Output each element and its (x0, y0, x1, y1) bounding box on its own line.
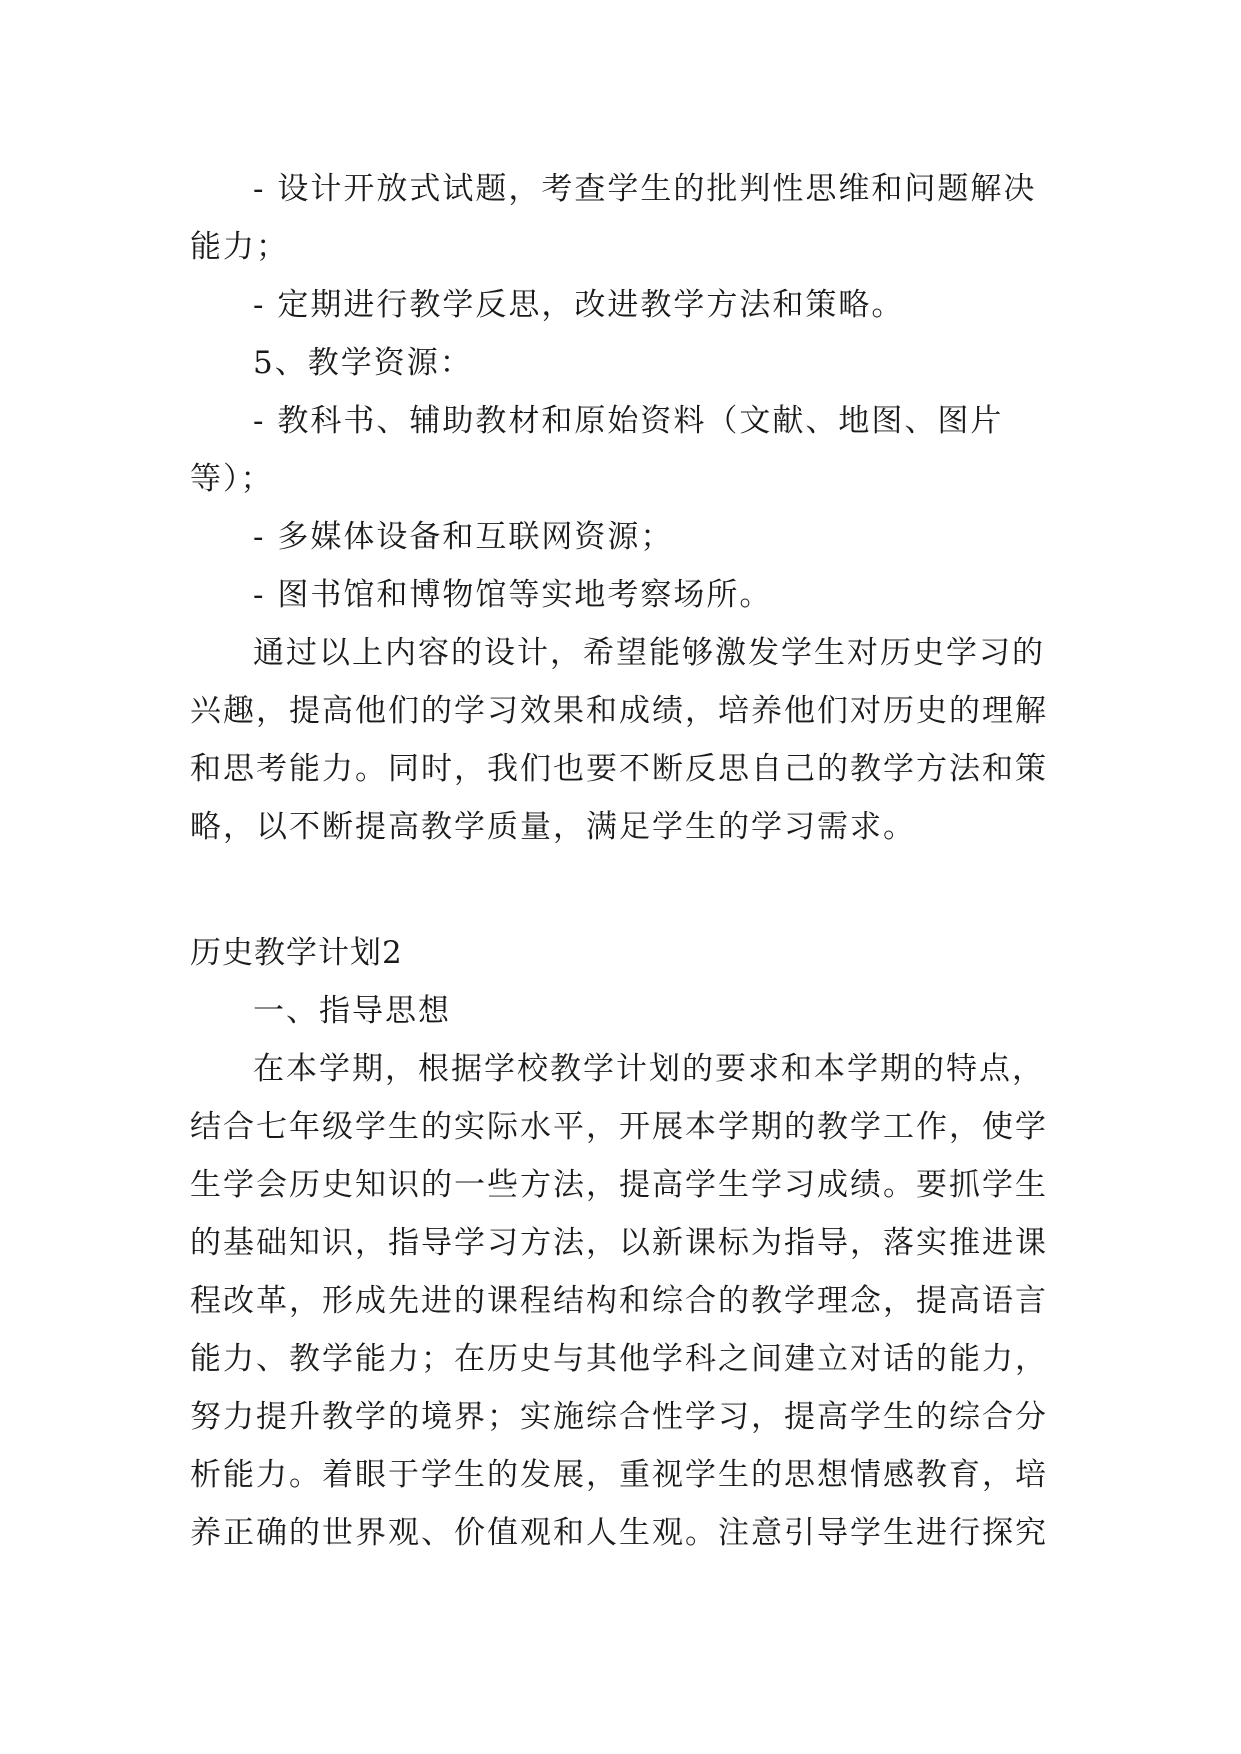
paragraph-line: 努力提升教学的境界；实施综合性学习，提高学生的综合分 (190, 1399, 1048, 1435)
list-item: - 教科书、辅助教材和原始资料（文献、地图、图片 (253, 403, 1004, 439)
paragraph-line: 和思考能力。同时，我们也要不断反思自己的教学方法和策 (190, 751, 1048, 787)
list-item: - 设计开放式试题，考查学生的批判性思维和问题解决 (253, 171, 1037, 207)
list-item: - 图书馆和博物馆等实地考察场所。 (253, 577, 773, 613)
paragraph-line: 兴趣，提高他们的学习效果和成绩，培养他们对历史的理解 (190, 693, 1048, 729)
list-item: - 多媒体设备和互联网资源； (253, 519, 674, 555)
paragraph-line: 的基础知识，指导学习方法，以新课标为指导，落实推进课 (190, 1225, 1048, 1261)
document-body (190, 160, 1050, 1562)
paragraph-line: 在本学期，根据学校教学计划的要求和本学期的特点， (253, 1051, 1045, 1087)
subheading: 5、教学资源： (253, 345, 473, 381)
list-item-continuation: 等）； (190, 461, 274, 497)
section-title: 历史教学计划2 (190, 935, 403, 971)
paragraph-line: 程改革，形成先进的课程结构和综合的教学理念，提高语言 (190, 1283, 1048, 1319)
list-item-continuation: 能力； (190, 229, 289, 265)
paragraph-line: 结合七年级学生的实际水平，开展本学期的教学工作，使学 (190, 1109, 1048, 1145)
paragraph-line: 能力、教学能力；在历史与其他学科之间建立对话的能力， (190, 1341, 1048, 1377)
subheading: 一、指导思想 (253, 993, 451, 1029)
section-gap (190, 856, 1050, 924)
paragraph-line: 析能力。着眼于学生的发展，重视学生的思想情感教育，培 (190, 1457, 1048, 1493)
paragraph-line: 生学会历史知识的一些方法，提高学生学习成绩。要抓学生 (190, 1167, 1048, 1203)
paragraph-line: 略，以不断提高教学质量，满足学生的学习需求。 (190, 809, 916, 845)
paragraph-line: 养正确的世界观、价值观和人生观。注意引导学生进行探究 (190, 1515, 1048, 1551)
paragraph-line: 通过以上内容的设计，希望能够激发学生对历史学习的 (253, 635, 1045, 671)
list-item: - 定期进行教学反思，改进教学方法和策略。 (253, 287, 905, 323)
